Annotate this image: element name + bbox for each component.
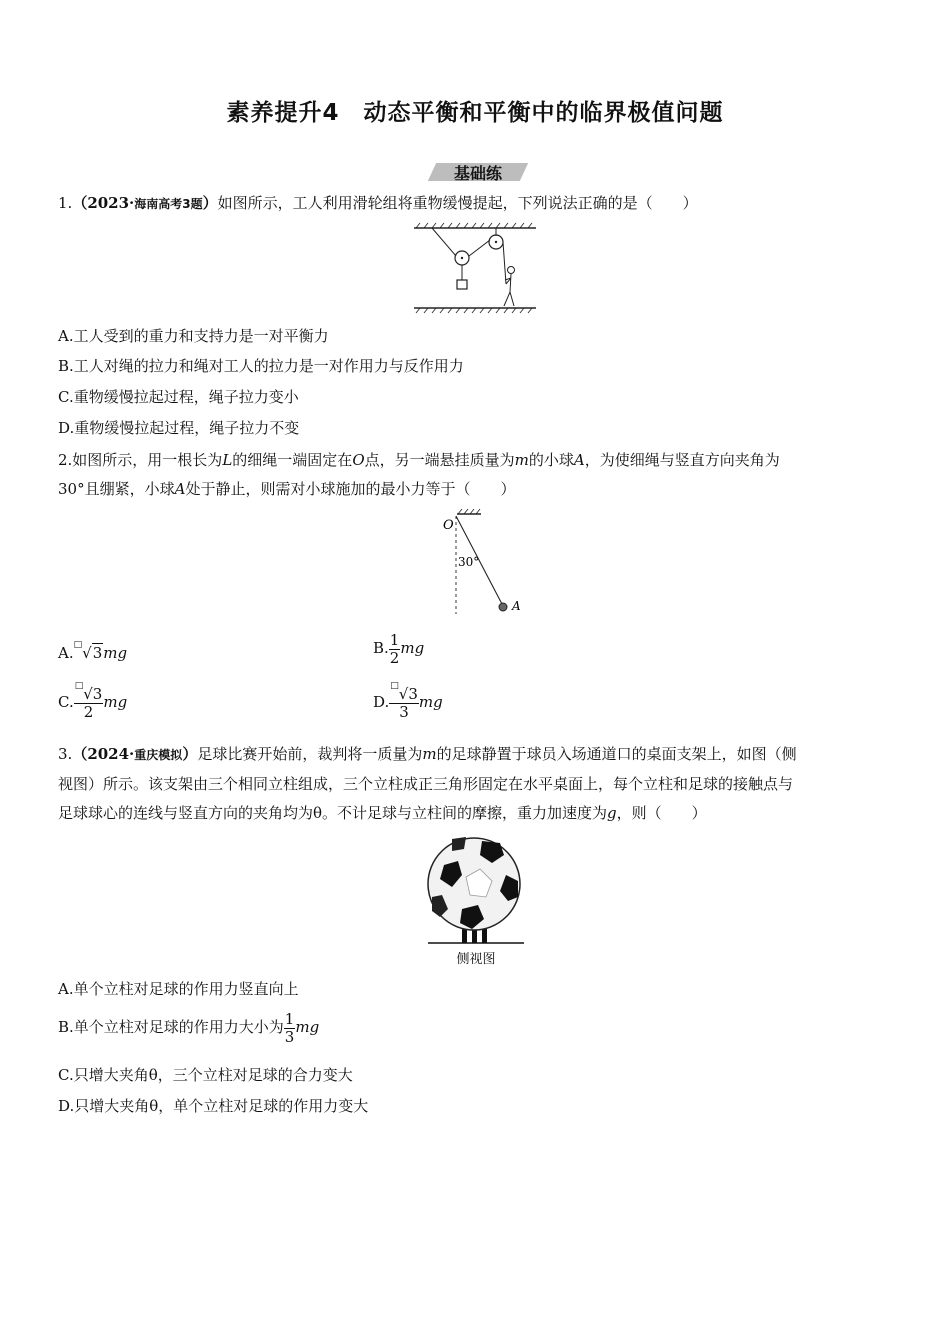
worker-head (508, 267, 515, 274)
option-label: A. (58, 644, 74, 662)
stem-text: 点，另一端悬挂质量为 (364, 451, 515, 469)
q1-option-a: A.工人受到的重力和支持力是一对平衡力 (58, 327, 329, 345)
question-2-stem-line-1 (58, 449, 780, 471)
question-1-stem (58, 192, 698, 215)
rope-segment (432, 228, 456, 256)
var-O: O (352, 451, 365, 469)
source-name: 重庆模拟 (134, 748, 183, 762)
pulley-axle (461, 257, 463, 259)
fraction (74, 681, 104, 721)
var-g: g (607, 804, 617, 822)
placeholder-box: □ (73, 640, 83, 650)
question-2-stem-line-2 (58, 478, 515, 500)
q1-option-c: C.重物缓慢拉起过程，绳子拉力变小 (58, 388, 299, 406)
var-mg: mg (295, 1018, 320, 1036)
section-label: 基础练 (453, 164, 502, 183)
var-mg: mg (103, 693, 128, 711)
denominator: 3 (399, 702, 409, 721)
question-number: 3. (58, 745, 73, 763)
radicand: 3 (408, 685, 418, 703)
source-close: ） (182, 745, 198, 763)
var-m: m (422, 745, 437, 763)
stem-text: 30°且绷紧，小球 (58, 480, 175, 498)
source-open: （2024· (72, 745, 135, 763)
q2-option-c (58, 681, 128, 721)
question-number: 1. (58, 194, 73, 212)
fraction (389, 681, 419, 721)
q1-option-b: B.工人对绳的拉力和绳对工人的拉力是一对作用力与反作用力 (58, 357, 464, 375)
stem-text: ，为使细绳与竖直方向夹角为 (584, 451, 780, 469)
question-3-stem-line-3 (58, 802, 707, 824)
q2-option-b (373, 632, 424, 666)
stem-text: 足球球心的连线与竖直方向的夹角均为θ。不计足球与立柱间的摩擦，重力加速度为 (58, 804, 608, 822)
numerator: 1 (284, 1010, 295, 1028)
radicand: 3 (92, 685, 103, 703)
var-mg: mg (418, 693, 443, 711)
ball-A (499, 603, 507, 611)
placeholder-box: □ (390, 681, 399, 691)
section-banner (432, 160, 524, 184)
q3-option-b (58, 1011, 319, 1045)
page-title: 素养提升4 动态平衡和平衡中的临界极值问题 (226, 100, 724, 126)
angle-label: 30° (458, 555, 480, 569)
fraction (284, 1011, 296, 1045)
pulley-axle (495, 241, 497, 243)
weight-block (457, 280, 467, 289)
radicand: 3 (92, 644, 103, 662)
stem-text: 的足球静置于球员入场通道口的桌面支架上，如图（侧 (436, 745, 797, 763)
q3-option-c: C.只增大夹角θ，三个立柱对足球的合力变大 (58, 1066, 353, 1084)
rope-segment (469, 240, 490, 256)
var-mg: mg (103, 644, 128, 662)
stem-text: 如图所示，工人利用滑轮组将重物缓慢提起，下列说法正确的是（ ） (217, 194, 698, 212)
stem-text: 足球比赛开始前，裁判将一质量为 (197, 745, 423, 763)
numerator: □√3 (390, 681, 418, 703)
placeholder-box: □ (74, 681, 84, 691)
q2-option-d (373, 681, 443, 721)
sqrt-expression: □√3 (73, 640, 103, 662)
source-open: （2023· (72, 194, 135, 212)
var-A: A (573, 451, 585, 469)
numerator: 1 (389, 631, 400, 649)
soccer-ball-figure (422, 835, 530, 947)
option-label: B. (373, 639, 389, 657)
denominator: 2 (83, 702, 94, 721)
rope-segment (503, 242, 506, 284)
var-m: m (514, 451, 529, 469)
stem-text: 2.如图所示，用一根长为 (58, 451, 223, 469)
stem-text: 处于静止，则需对小球施加的最小力等于（ ） (185, 480, 516, 498)
denominator: 2 (389, 648, 400, 667)
denominator: 3 (284, 1027, 295, 1046)
pendulum-figure (425, 508, 535, 618)
pulley-figure (410, 222, 540, 318)
ball-black-panel (452, 837, 466, 851)
question-3-stem-line-2: 视图）所示。该支架由三个相同立柱组成，三个立柱成正三角形固定在水平桌面上，每个立柱和足球的接触点与 (58, 775, 794, 793)
figure-caption: 侧视图 (456, 952, 496, 967)
stem-text: 的小球 (528, 451, 574, 469)
var-L: L (222, 451, 233, 469)
option-text: B.单个立柱对足球的作用力大小为 (58, 1018, 284, 1036)
option-label: C. (58, 693, 74, 711)
q2-option-a (58, 640, 128, 662)
source-close: ） (202, 194, 218, 212)
option-label: D. (373, 693, 390, 711)
q1-option-d: D.重物缓慢拉起过程，绳子拉力不变 (58, 419, 300, 437)
label-A: A (512, 599, 521, 613)
var-mg: mg (400, 639, 425, 657)
source-name: 海南高考3题 (134, 197, 203, 211)
label-O: O (443, 518, 454, 533)
stem-text: ，则（ ） (616, 804, 707, 822)
fraction (389, 632, 401, 666)
q3-option-a: A.单个立柱对足球的作用力竖直向上 (58, 980, 299, 998)
q3-option-d: D.只增大夹角θ，单个立柱对足球的作用力变大 (58, 1097, 369, 1115)
question-3-stem-line-1 (58, 743, 797, 766)
stem-text: 的细绳一端固定在 (232, 451, 353, 469)
numerator: □√3 (74, 681, 103, 703)
var-A: A (174, 480, 186, 498)
